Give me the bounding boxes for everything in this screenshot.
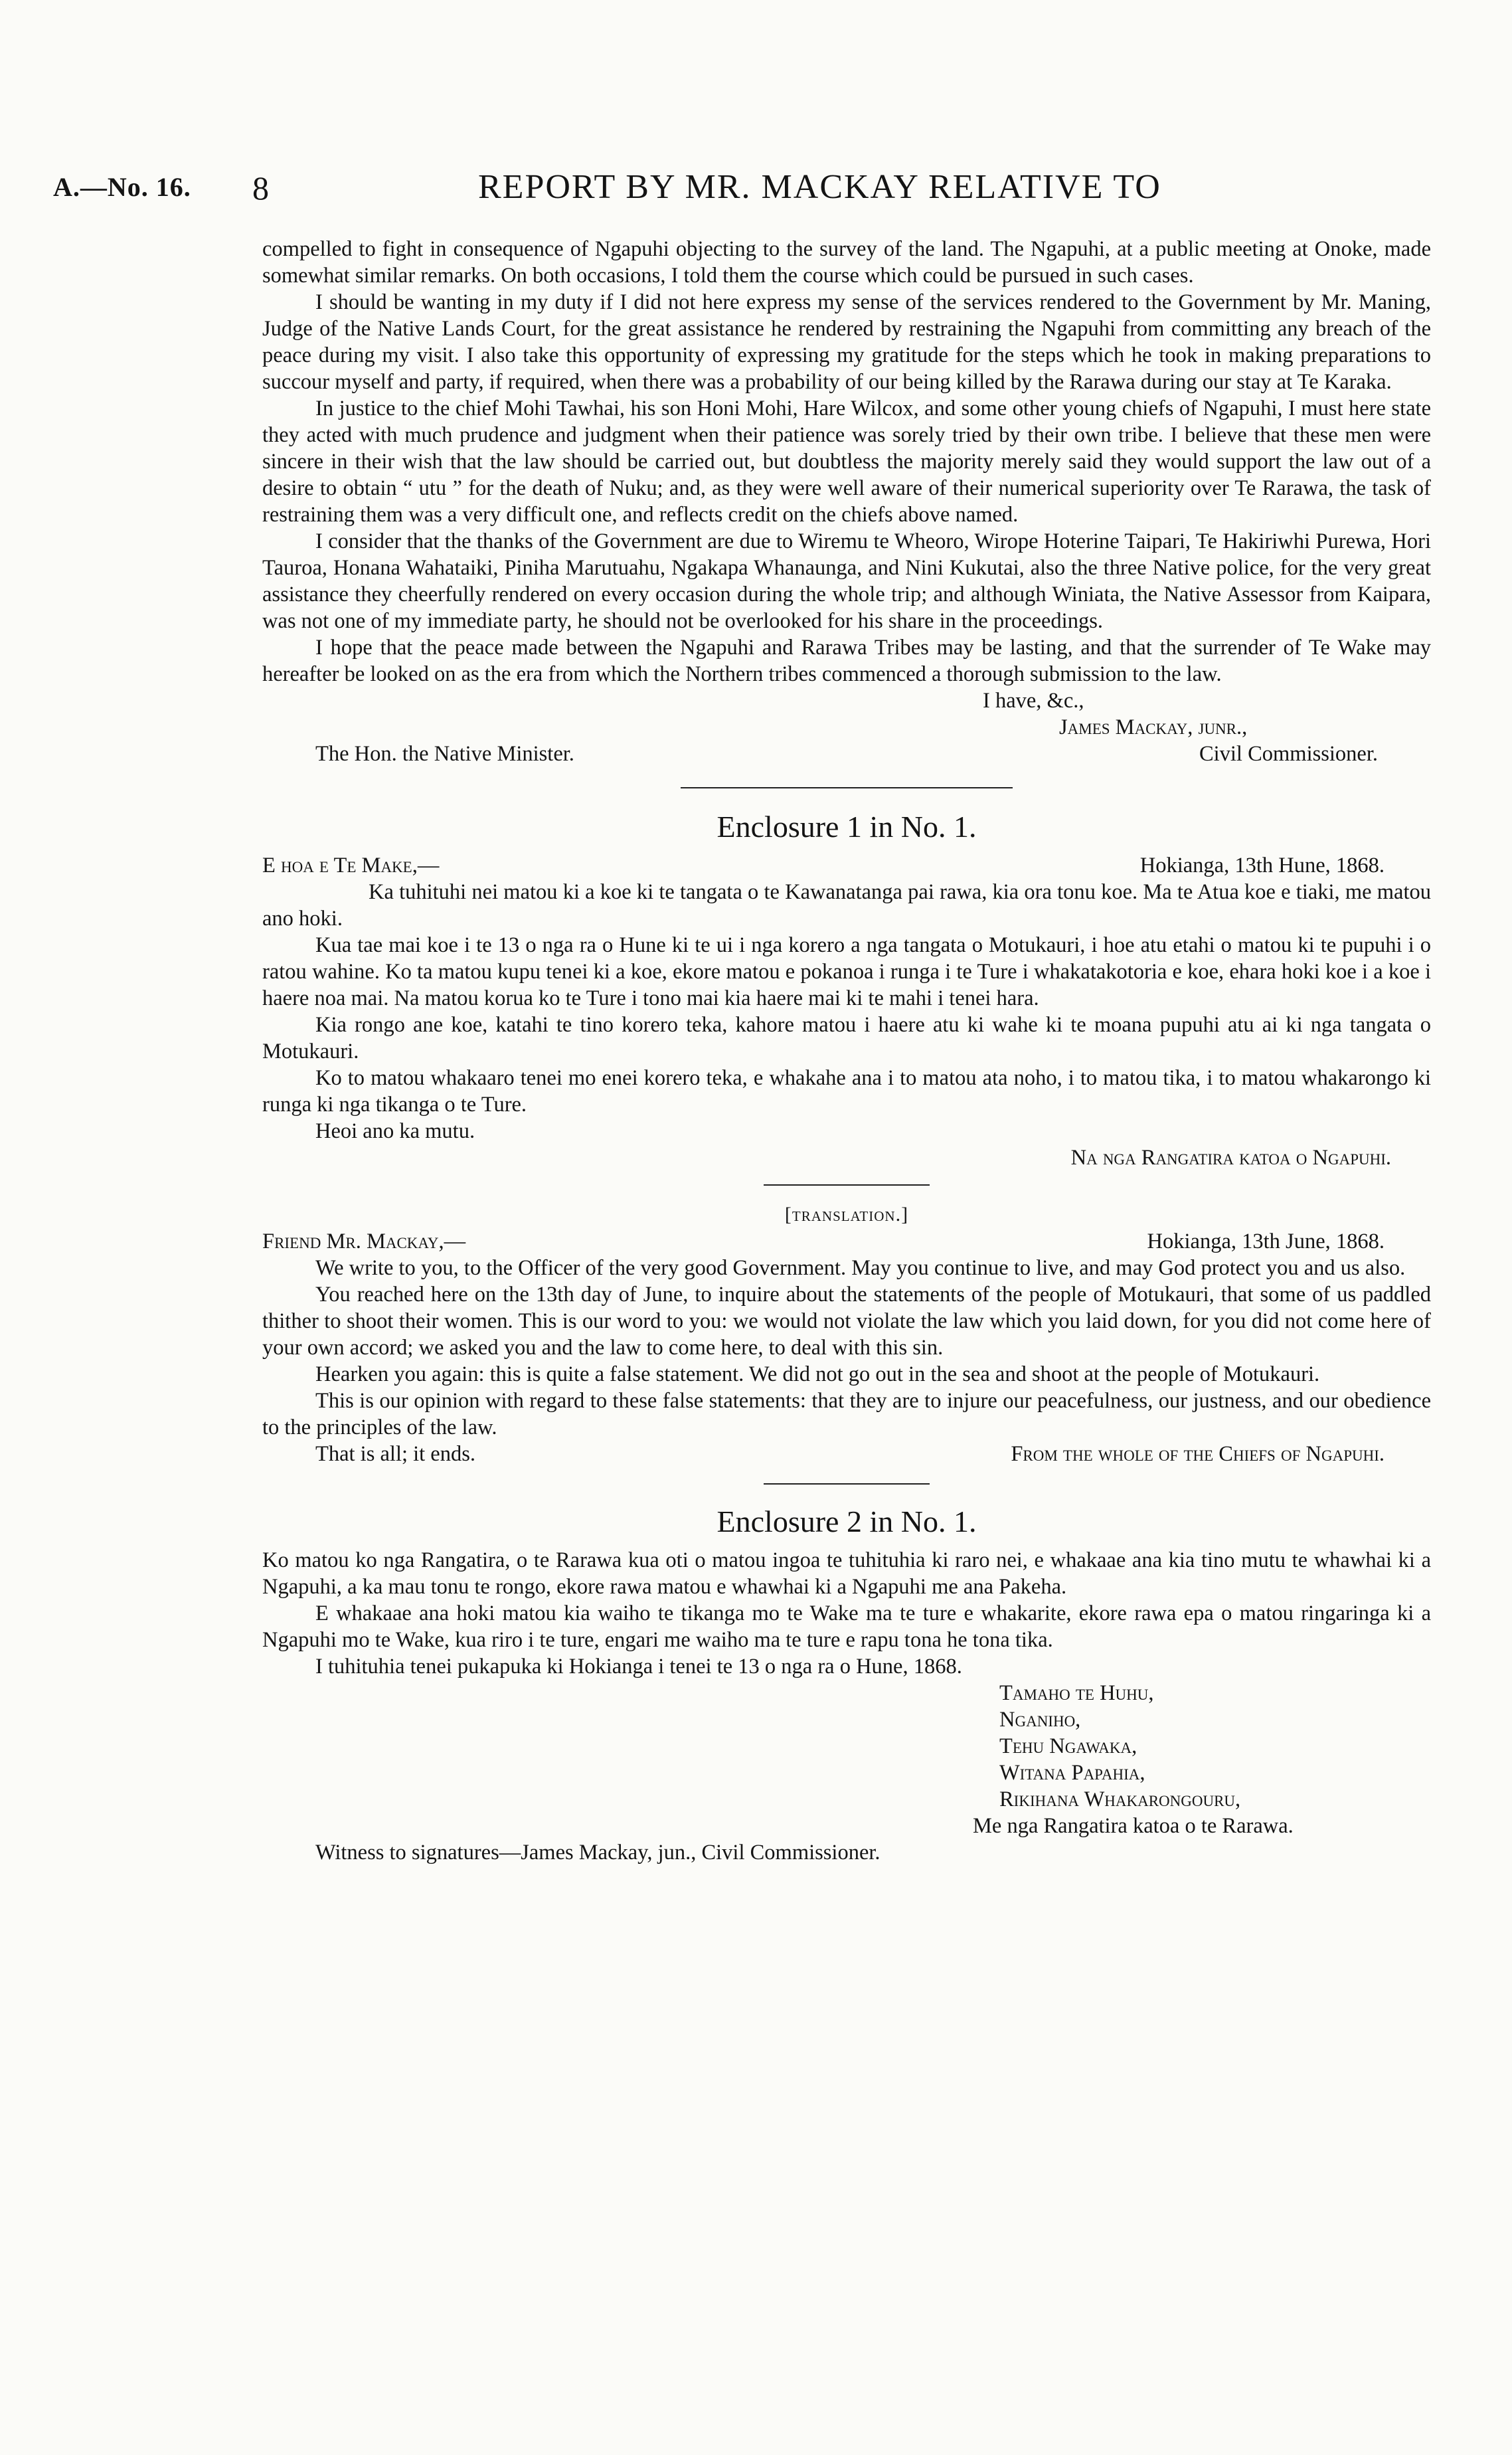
place-date: Hokianga, 13th June, 1868. — [1147, 1229, 1385, 1253]
report-paragraph: I consider that the thanks of the Government are due to Wiremu te Wheoro, Wirope Hoterine Taipari, Te Hakiriwhi Purewa, Hori Tauroa, Honana Wahataiki, Piniha Marutuahu, Ngakapa Whanaunga, and Nini Kukutai, also the three Native police, for the very great assistance they cheerfully rendered on every occasion during the whole trip; and although Winiata, the Native Assessor from Kaipara, was not one of my immediate party, he should not be overlooked for his share in the proceedings. — [262, 529, 1431, 633]
signatory: Nganiho, — [999, 1708, 1081, 1732]
translation-paragraph: You reached here on the 13th day of June, to inquire about the statements of the people of Motukauri, that some of us paddled thither to shoot their women. This is our word to you: we would not violate the law which you laid down, for you did not come here of your own accord; we asked you and the law to come here, to deal with this sin. — [262, 1283, 1431, 1360]
report-paragraph: I should be wanting in my duty if I did not here express my sense of the services rendered to the Government by Mr. Maning, Judge of the Native Lands Court, for the great assistance he rendered by restraining the Ngapuhi from committing any breach of the peace during my visit. I also take this opportunity of expressing my gratitude for the steps which he took in making preparations to succour myself and party, if required, when there was a probability of our being killed by the Rarawa during our stay at Te Karaka. — [262, 290, 1431, 394]
document-body — [262, 236, 1431, 1866]
signatory: Rikihana Whakarongouru, — [999, 1787, 1241, 1811]
enclosure-2-title: Enclosure 2 in No. 1. — [716, 1504, 977, 1538]
translation-salutation-row — [262, 1228, 1431, 1255]
enclosure-paragraph: Ka tuhituhi nei matou ki a koe ki te tangata o te Kawanatanga pai rawa, kia ora tonu koe. Ma te Atua koe e tiaki, me matou ano hoki. — [262, 880, 1431, 931]
report-paragraph: In justice to the chief Mohi Tawhai, his son Honi Mohi, Hare Wilcox, and some other young chiefs of Ngapuhi, I must here state they acted with much prudence and judgment when their patience was sorely tried by their own tribe. I believe that these men were sincere in their wish that the law should be carried out, but doubtless the majority merely said they would support the law out of a desire to obtain “ utu ” for the death of Nuku; and, as they were well aware of their numerical superiority over Te Rarawa, the task of restraining them was a very difficult one, and reflects credit on the chiefs above named. — [262, 397, 1431, 527]
report-paragraph: compelled to fight in consequence of Ngapuhi objecting to the survey of the land. The Ngapuhi, at a public meeting at Onoke, made somewhat similar remarks. On both occasions, I told them the course which could be pursued in such cases. — [262, 237, 1431, 288]
place-date: Hokianga, 13th Hune, 1868. — [1139, 854, 1385, 877]
salutation: E hoa e Te Make,— — [262, 854, 440, 877]
enclosure-1-signoff: Na nga Rangatira katoa o Ngapuhi. — [1070, 1146, 1391, 1170]
enclosure-1-title: Enclosure 1 in No. 1. — [716, 810, 977, 844]
series-number: A.—No. 16. — [53, 172, 191, 202]
signatory: Witana Papahia, — [999, 1761, 1145, 1785]
section-divider — [764, 1184, 930, 1186]
enclosure-paragraph: Heoi ano ka mutu. — [315, 1119, 475, 1143]
signatory: Tehu Ngawaka, — [999, 1734, 1137, 1758]
enclosure-1-salutation-row — [262, 852, 1431, 879]
enclosure-paragraph: Kia rongo ane koe, katahi te tino korero teka, kahore matou i haere atu ki wahe ki te moana pupuhi atu ai ki nga tangata o Motukauri. — [262, 1013, 1431, 1063]
translation-signoff: From the whole of the Chiefs of Ngapuhi. — [1011, 1442, 1385, 1466]
report-signature: James Mackay, junr., — [1059, 715, 1248, 739]
signatory: Tamaho te Huhu, — [999, 1681, 1154, 1705]
signatories-list — [999, 1680, 1431, 1813]
report-addressee-row — [262, 741, 1431, 767]
enclosure-paragraph: I tuhituhia tenei pukapuka ki Hokianga i tenei te 13 o nga ra o Hune, 1868. — [315, 1655, 962, 1679]
signatory-title: Civil Commissioner. — [1199, 742, 1378, 766]
closing: I have, &c., — [983, 689, 1084, 713]
running-title: REPORT BY MR. MACKAY RELATIVE TO — [478, 168, 1161, 206]
enclosure-paragraph: E whakaae ana hoki matou kia waiho te tikanga mo te Wake ma te ture e whakarite, ekore rawa epa o matou ringaringa ki a Ngapuhi mo te Wake, kua riro i te ture, engari me waiho ma te ture e rapu tona he tona tika. — [262, 1601, 1431, 1652]
translation-heading: [translation.] — [784, 1204, 909, 1226]
signatories-group: Me nga Rangatira katoa o te Rarawa. — [973, 1814, 1294, 1838]
salutation: Friend Mr. Mackay,— — [262, 1229, 466, 1253]
witness-line: Witness to signatures—James Mackay, jun., Civil Commissioner. — [315, 1841, 881, 1864]
enclosure-paragraph: Ko matou ko nga Rangatira, o te Rarawa kua oti o matou ingoa te tuhituhia ki raro nei, e whakaae ana kia tino mutu te whawhai ki a Ngapuhi, a ka mau tonu te rongo, ekore rawa matou e whawhai ki a Ngapuhi me ana Pakeha. — [262, 1548, 1431, 1599]
enclosure-paragraph: Ko to matou whakaaro tenei mo enei korero teka, e whakahe ana i to matou ata noho, i to matou tika, i to matou whakarongo ki runga ki nga tikanga o te Ture. — [262, 1066, 1431, 1117]
addressee: The Hon. the Native Minister. — [315, 742, 574, 766]
translation-paragraph: We write to you, to the Officer of the very good Government. May you continue to live, and may God protect you and us also. — [315, 1256, 1406, 1280]
translation-paragraph: Hearken you again: this is quite a false statement. We did not go out in the sea and shoot at the people of Motukauri. — [315, 1362, 1320, 1386]
enclosure-paragraph: Kua tae mai koe i te 13 o nga ra o Hune ki te ui i nga korero a nga tangata o Motukauri, i hoe atu etahi o matou ki te pupuhi i o ratou wahine. Ko ta matou kupu tenei ki a koe, ekore matou e pokanoa i runga i te Ture i whakatakotoria e koe, ehara hoki koe i a koe i haere noa mai. Na matou korua ko te Ture i tono mai kia haere mai ki te mahi i tenei hara. — [262, 933, 1431, 1010]
section-divider — [681, 787, 1013, 788]
translation-paragraph: This is our opinion with regard to these false statements: that they are to injure our peacefulness, our justness, and our obedience to the principles of the law. — [262, 1389, 1431, 1439]
translation-end-row — [262, 1441, 1431, 1467]
section-divider — [764, 1483, 930, 1485]
report-paragraph: I hope that the peace made between the Ngapuhi and Rarawa Tribes may be lasting, and that the surrender of Te Wake may hereafter be looked on as the era from which the Northern tribes commenced a thorough submission to the law. — [262, 636, 1431, 686]
page-number: 8 — [252, 169, 269, 207]
page-header — [0, 168, 1512, 211]
translation-end: That is all; it ends. — [315, 1442, 476, 1466]
